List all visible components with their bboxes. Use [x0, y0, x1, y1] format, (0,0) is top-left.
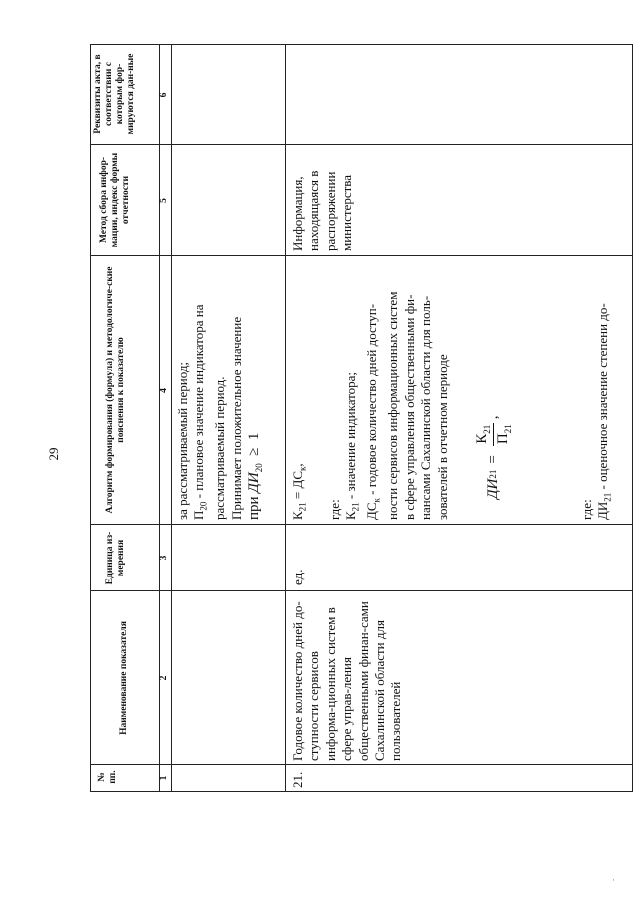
subscript: 20: [254, 463, 265, 473]
var-k: К: [343, 511, 359, 520]
where-label: где:: [579, 499, 594, 520]
header-col-method: Метод сбора инфор-мации, индекс формы отчетности: [99, 152, 131, 248]
subscript: 21: [488, 469, 498, 479]
page-number: 29: [46, 447, 61, 461]
column-divider: [91, 590, 632, 591]
ds-line: зователей в отчетном периоде: [434, 354, 450, 520]
col-number-5: 5: [159, 198, 169, 203]
col-number-4: 4: [159, 388, 169, 393]
subscript: 20: [199, 501, 209, 511]
subscript: к: [372, 498, 382, 503]
fraction-denominator: [494, 422, 513, 446]
method-line: распоряжении: [322, 171, 338, 251]
where-label: где:: [327, 499, 342, 520]
subscript: 21: [481, 424, 492, 434]
method-line: находящаяся в: [306, 170, 322, 251]
col-number-1: 1: [159, 775, 169, 781]
spacer: [311, 258, 327, 520]
header-col-number: № пп.: [97, 770, 118, 784]
cont-line: Принимает положительное значение: [228, 316, 244, 520]
column-divider: [91, 524, 632, 525]
col-number-3: 3: [159, 555, 169, 561]
var-k: К: [290, 511, 305, 520]
formula-eq: = ДС: [290, 470, 305, 503]
cont-line: за рассматриваемый период;: [175, 361, 190, 520]
continuation-text: [175, 258, 268, 520]
di-definition: [595, 258, 616, 520]
row-number: 21.: [290, 771, 305, 788]
method-text: [290, 147, 356, 251]
scan-mark: ·: [612, 875, 615, 885]
subscript: 21: [502, 424, 513, 434]
cond-var: ДИ: [246, 472, 263, 493]
rotated-table-wrapper: [90, 44, 633, 792]
subscript: 21: [351, 502, 361, 512]
column-divider: [91, 764, 632, 765]
var-di: ДИ: [484, 478, 501, 499]
algorithm-text-tail: [579, 258, 616, 520]
header-col-algorithm: Алгоритм формирования (формула) и методологиче-ские пояснения к показателю: [105, 266, 126, 514]
formula-end: ,: [290, 463, 305, 467]
var-p: П: [191, 510, 207, 520]
method-line: министерства: [339, 174, 355, 251]
formula-eq: =: [484, 455, 501, 464]
header-col-requisites: Реквизиты акта, в соответствии с которым фор-мируются дан-ные: [93, 53, 136, 135]
subscript: к: [297, 466, 308, 471]
condition-formula: [246, 258, 267, 520]
def-text: - значение индикатора;: [343, 371, 359, 503]
ds-line: ности сервисов информационных систем: [385, 291, 401, 520]
k-definition: [343, 258, 364, 520]
subscript: 21: [603, 492, 613, 502]
cond-prefix: при: [246, 496, 263, 520]
cond-val: 1: [246, 432, 263, 441]
formula-k21: [290, 258, 311, 520]
row-divider: [171, 45, 172, 791]
ds-line: в сфере управления общественными фи-: [401, 294, 417, 520]
subscript: 21: [297, 502, 308, 512]
col-number-2: 2: [159, 675, 169, 681]
ds-line: нансами Сахалинской области для поль-: [418, 295, 434, 520]
formula-end: ,: [484, 415, 501, 420]
method-line: Информация,: [290, 176, 305, 251]
var-p: П: [494, 433, 511, 445]
indicator-table: [90, 44, 633, 792]
fraction-numerator: [474, 423, 494, 446]
cond-op: ≥: [246, 447, 263, 456]
var-ds: ДС: [364, 502, 380, 520]
col-number-6: 6: [159, 92, 169, 98]
ds-definition: [364, 258, 385, 520]
row-divider: [285, 45, 286, 791]
fraction: [474, 422, 513, 446]
cont-text: - плановое значение индикатора на: [191, 304, 207, 502]
column-divider: [91, 144, 632, 145]
column-divider: [91, 255, 632, 256]
var-di: ДИ: [595, 501, 611, 520]
unit-value: ед.: [290, 569, 305, 585]
cont-line: рассматриваемый период.: [212, 376, 228, 520]
var-k: К: [473, 433, 490, 444]
algorithm-text: [290, 258, 451, 520]
cont-line: [191, 258, 212, 520]
formula-di21: [463, 416, 523, 499]
header-col-name: Наименование показателя: [119, 621, 129, 735]
def-text: - оценочное значение степени до-: [595, 303, 611, 493]
indicator-name: Годовое количество дней до-ступности сервисов информа-ционных систем в сфере управ-ления общественными финан-сами Сахалинской области для пользователей: [290, 601, 404, 761]
header-col-unit: Единица из-мерения: [105, 531, 126, 585]
def-text: - годовое количество дней доступ-: [364, 303, 380, 499]
